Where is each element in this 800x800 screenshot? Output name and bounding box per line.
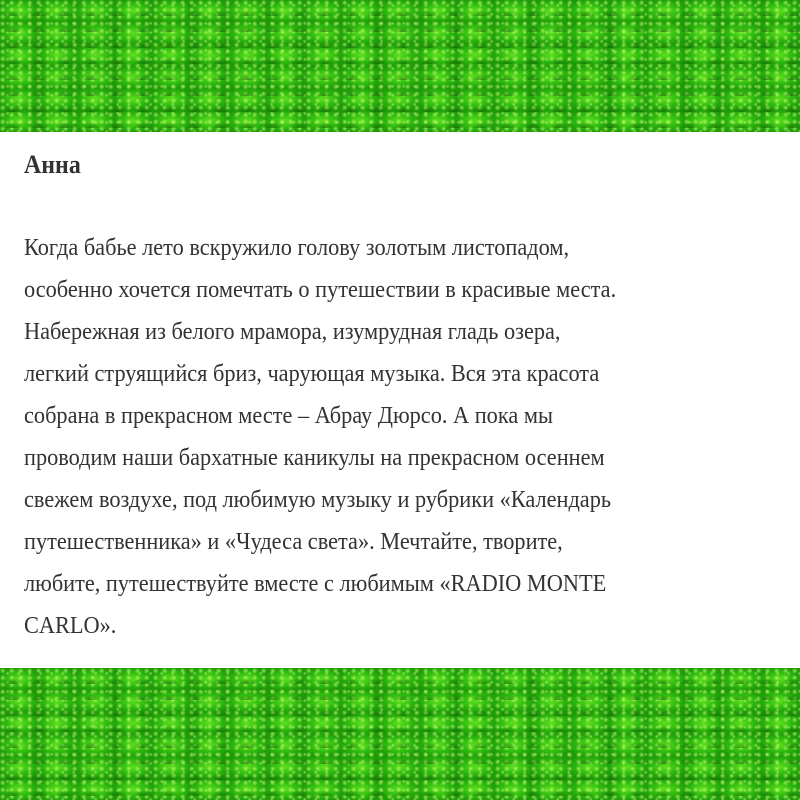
grass-background-bottom bbox=[0, 668, 800, 800]
body-line: CARLO». bbox=[24, 613, 117, 639]
body-line: особенно хочется помечтать о путешествии в красивые места. bbox=[24, 277, 617, 303]
body-line: путешественника» и «Чудеса света». Мечтайте, творите, bbox=[24, 529, 563, 555]
body-line: свежем воздухе, под любимую музыку и рубрики «Календарь bbox=[24, 487, 612, 513]
grass-background-top bbox=[0, 0, 800, 132]
body-line: любите, путешествуйте вместе с любимым «RADIO MONTE bbox=[24, 571, 607, 597]
author-name: Анна bbox=[24, 150, 81, 179]
body-line: легкий струящийся бриз, чарующая музыка. Вся эта красота bbox=[24, 361, 600, 387]
body-line: Набережная из белого мрамора, изумрудная гладь озера, bbox=[24, 319, 561, 345]
body-line: Когда бабье лето вскружило голову золотым листопадом, bbox=[24, 235, 570, 261]
body-line: проводим наши бархатные каникулы на прекрасном осеннем bbox=[24, 445, 605, 471]
body-line: собрана в прекрасном месте – Абрау Дюрсо. А пока мы bbox=[24, 403, 553, 429]
post-body bbox=[24, 227, 661, 647]
text-card bbox=[0, 132, 800, 668]
